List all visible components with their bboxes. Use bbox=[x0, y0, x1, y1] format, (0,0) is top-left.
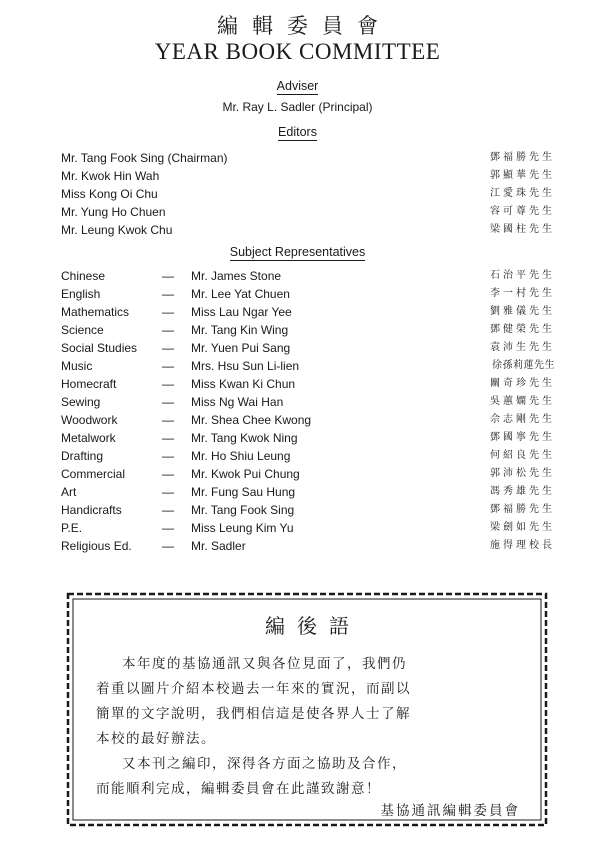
teacher-name-chinese: 鄧福勝先生 bbox=[490, 504, 555, 515]
teacher-name-chinese: 劉雅儀先生 bbox=[490, 306, 555, 317]
teacher-name: Mr. Lee Yat Chuen bbox=[191, 287, 290, 301]
dash-separator: — bbox=[162, 287, 174, 301]
epilogue-title: 編後語 bbox=[265, 614, 361, 638]
table-row bbox=[61, 303, 555, 321]
subject-name: Woodwork bbox=[61, 413, 118, 427]
teacher-name-chinese: 關奇珍先生 bbox=[490, 378, 555, 389]
dash-separator: — bbox=[162, 485, 174, 499]
subject-name: English bbox=[61, 287, 101, 301]
teacher-name-chinese: 佘志剛先生 bbox=[490, 414, 555, 425]
table-row bbox=[61, 465, 555, 483]
teacher-name-chinese: 施得理校長 bbox=[490, 540, 555, 551]
teacher-name: Miss Lau Ngar Yee bbox=[191, 305, 292, 319]
subject-name: Chinese bbox=[61, 269, 106, 283]
table-row bbox=[61, 483, 555, 501]
editor-name: Mr. Yung Ho Chuen bbox=[61, 205, 166, 219]
teacher-name-chinese: 梁劍如先生 bbox=[490, 522, 555, 533]
subject-name: Art bbox=[61, 485, 77, 499]
subject-name: Handicrafts bbox=[61, 503, 122, 517]
dash-separator: — bbox=[162, 323, 174, 337]
editor-name-chinese: 梁國柱先生 bbox=[490, 224, 555, 235]
epilogue-line: 又本刊之編印，深得各方面之協助及合作， bbox=[122, 756, 407, 772]
epilogue-line: 着重以圖片介紹本校過去一年來的實況，而副以 bbox=[96, 681, 411, 697]
list-item bbox=[61, 149, 555, 167]
dash-separator: — bbox=[162, 503, 174, 517]
subject-name: Science bbox=[61, 323, 104, 337]
dash-separator: — bbox=[162, 521, 174, 535]
subject-name: Homecraft bbox=[61, 377, 117, 391]
table-row bbox=[61, 285, 555, 303]
subject-name: Mathematics bbox=[61, 305, 130, 319]
subject-representatives-heading: Subject Representatives bbox=[229, 245, 366, 259]
subject-name: Drafting bbox=[61, 449, 104, 463]
table-row bbox=[61, 321, 555, 339]
epilogue-line: 而能順利完成，編輯委員會在此謹致謝意！ bbox=[96, 781, 381, 797]
teacher-name: Mr. Fung Sau Hung bbox=[191, 485, 296, 499]
list-item bbox=[61, 221, 555, 239]
editor-name-chinese: 江愛珠先生 bbox=[490, 188, 555, 199]
teacher-name: Mr. Ho Shiu Leung bbox=[191, 449, 291, 463]
teacher-name: Mr. Sadler bbox=[191, 539, 246, 553]
dash-separator: — bbox=[162, 449, 174, 463]
dash-separator: — bbox=[162, 431, 174, 445]
dash-separator: — bbox=[162, 305, 174, 319]
subject-name: Social Studies bbox=[61, 341, 138, 355]
teacher-name-chinese: 石治平先生 bbox=[490, 270, 555, 281]
table-row bbox=[61, 375, 555, 393]
table-row bbox=[61, 267, 555, 285]
epilogue-signature: 基協通訊編輯委員會 bbox=[380, 803, 520, 819]
table-row bbox=[61, 537, 555, 555]
editor-name: Mr. Tang Fook Sing (Chairman) bbox=[61, 151, 228, 165]
teacher-name: Mr. James Stone bbox=[191, 269, 282, 283]
editor-name: Mr. Leung Kwok Chu bbox=[61, 223, 173, 237]
dash-separator: — bbox=[162, 413, 174, 427]
table-row bbox=[61, 501, 555, 519]
teacher-name-chinese: 鄧健榮先生 bbox=[490, 324, 555, 335]
editor-name: Miss Kong Oi Chu bbox=[61, 187, 158, 201]
table-row bbox=[61, 519, 555, 537]
dash-separator: — bbox=[162, 341, 174, 355]
epilogue-box bbox=[66, 592, 548, 827]
subject-name: Commercial bbox=[61, 467, 126, 481]
teacher-name: Mr. Tang Kin Wing bbox=[191, 323, 289, 337]
teacher-name: Mr. Tang Fook Sing bbox=[191, 503, 295, 517]
table-row bbox=[61, 447, 555, 465]
editor-name-chinese: 郭顯華先生 bbox=[490, 170, 555, 181]
list-item bbox=[61, 203, 555, 221]
teacher-name-chinese: 徐孫莉蓮先生 bbox=[492, 360, 555, 371]
subject-name: Religious Ed. bbox=[61, 539, 132, 553]
teacher-name-chinese: 馮秀雄先生 bbox=[490, 486, 555, 497]
dash-separator: — bbox=[162, 395, 174, 409]
editor-name-chinese: 容可尊先生 bbox=[490, 206, 555, 217]
teacher-name: Miss Ng Wai Han bbox=[191, 395, 284, 409]
teacher-name: Mr. Yuen Pui Sang bbox=[191, 341, 291, 355]
adviser-name: Mr. Ray L. Sadler (Principal) bbox=[222, 100, 373, 114]
subject-name: Metalwork bbox=[61, 431, 116, 445]
teacher-name: Mr. Shea Chee Kwong bbox=[191, 413, 312, 427]
teacher-name-chinese: 袁沛生先生 bbox=[490, 342, 555, 353]
teacher-name: Mr. Kwok Pui Chung bbox=[191, 467, 300, 481]
teacher-name: Mr. Tang Kwok Ning bbox=[191, 431, 298, 445]
page-title-english: YEAR BOOK COMMITTEE bbox=[154, 39, 441, 64]
dash-separator: — bbox=[162, 269, 174, 283]
teacher-name-chinese: 郭沛松先生 bbox=[490, 468, 555, 479]
table-row bbox=[61, 429, 555, 447]
dash-separator: — bbox=[162, 359, 174, 373]
teacher-name: Miss Kwan Ki Chun bbox=[191, 377, 296, 391]
teacher-name-chinese: 鄧國寧先生 bbox=[490, 432, 555, 443]
epilogue-line: 本年度的基協通訊又與各位見面了，我們仍 bbox=[122, 656, 407, 672]
table-row bbox=[61, 393, 555, 411]
adviser-heading: Adviser bbox=[276, 79, 319, 93]
table-row bbox=[61, 357, 555, 375]
subject-name: Sewing bbox=[61, 395, 101, 409]
teacher-name: Mrs. Hsu Sun Li-lien bbox=[191, 359, 300, 373]
dash-separator: — bbox=[162, 467, 174, 481]
editors-heading: Editors bbox=[278, 125, 317, 139]
subject-name: P.E. bbox=[61, 521, 83, 535]
editor-name: Mr. Kwok Hin Wah bbox=[61, 169, 160, 183]
teacher-name-chinese: 何紹良先生 bbox=[490, 450, 555, 461]
dash-separator: — bbox=[162, 539, 174, 553]
epilogue-line: 本校的最好辦法。 bbox=[96, 731, 216, 747]
list-item bbox=[61, 167, 555, 185]
table-row bbox=[61, 339, 555, 357]
subject-name: Music bbox=[61, 359, 93, 373]
table-row bbox=[61, 411, 555, 429]
list-item bbox=[61, 185, 555, 203]
editor-name-chinese: 鄧福勝先生 bbox=[490, 152, 555, 163]
page-title-chinese: 編輯委員會 bbox=[217, 14, 392, 38]
dash-separator: — bbox=[162, 377, 174, 391]
teacher-name: Miss Leung Kim Yu bbox=[191, 521, 294, 535]
teacher-name-chinese: 李一村先生 bbox=[490, 288, 555, 299]
epilogue-line: 簡單的文字說明，我們相信這是使各界人士了解 bbox=[96, 706, 411, 722]
teacher-name-chinese: 吳蕙嫻先生 bbox=[490, 396, 555, 407]
